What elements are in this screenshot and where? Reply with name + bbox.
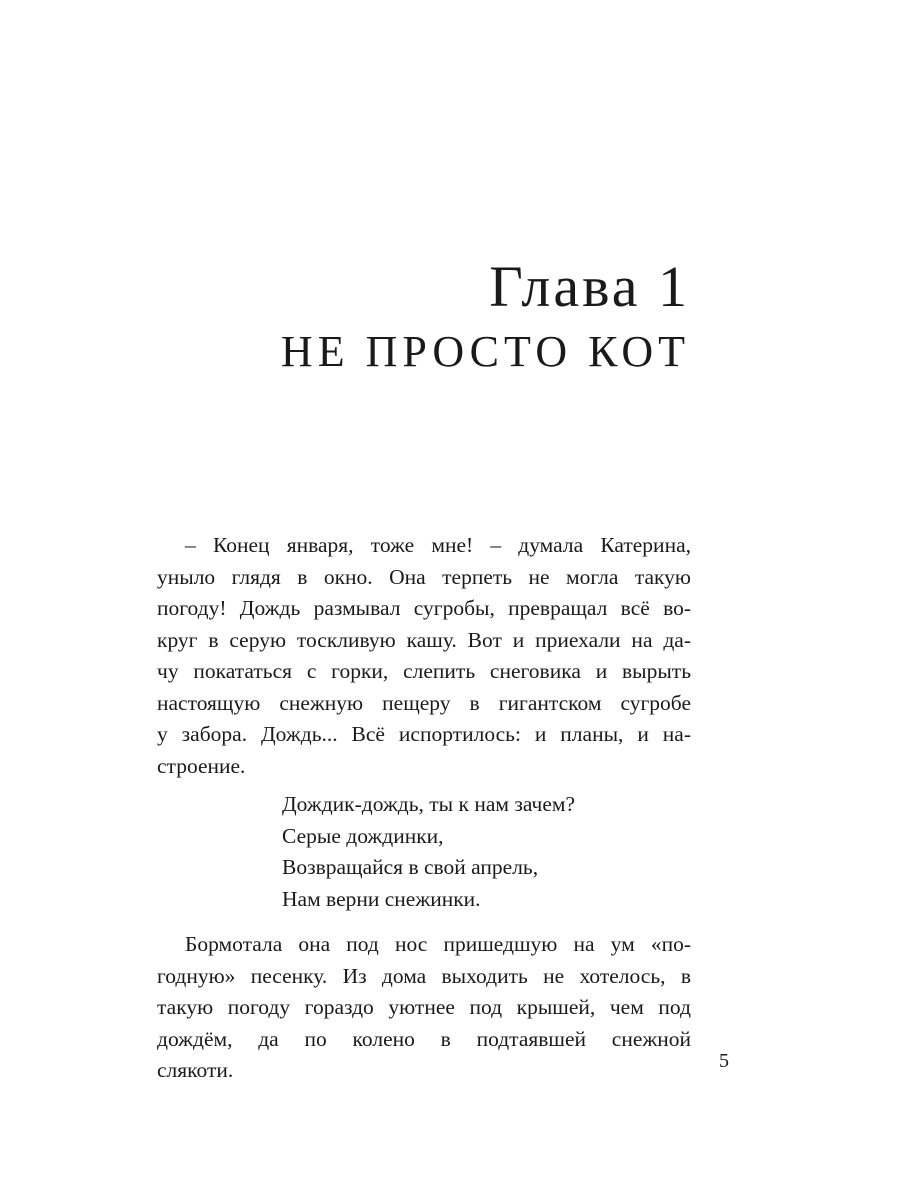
text-line: такую погоду гораздо уютнее под крышей, чем под <box>157 995 691 1019</box>
poem-stanza <box>282 789 575 915</box>
text-line: чу покататься с горки, слепить снеговика и вырыть <box>157 659 691 683</box>
text-line: погоду! Дождь размывал сугробы, превращал всё во- <box>157 596 691 620</box>
poem-line: Возвращайся в свой апрель, <box>282 855 539 879</box>
page-number: 5 <box>719 1050 729 1072</box>
text-line: годную» песенку. Из дома выходить не хотелось, в <box>157 963 691 988</box>
paragraph-opening <box>157 530 691 782</box>
text-line: Бормотала она под нос пришедшую на ум «по- <box>185 932 691 956</box>
poem-line: Серые дождинки, <box>282 823 444 848</box>
text-line: настоящую снежную пещеру в гигантском сугробе <box>157 690 691 715</box>
poem-line: Дождик-дождь, ты к нам зачем? <box>282 792 576 816</box>
text-line: слякоти. <box>157 1058 234 1082</box>
text-line: строение. <box>157 753 246 778</box>
paragraph-continuation <box>157 929 691 1087</box>
chapter-number-heading: Глава 1 <box>489 254 690 319</box>
poem-line: Нам верни снежинки. <box>282 886 481 911</box>
text-line: уныло глядя в окно. Она терпеть не могла такую <box>157 564 691 589</box>
text-line: у забора. Дождь... Всё испортилось: и планы, и на- <box>157 722 691 746</box>
chapter-title: НЕ ПРОСТО КОТ <box>280 327 690 376</box>
text-line: круг в серую тоскливую кашу. Вот и приехали на да- <box>157 627 691 652</box>
text-line: дождём, да по колено в подтаявшей снежной <box>157 1026 691 1051</box>
text-line: – Конец января, тоже мне! – думала Катерина, <box>185 533 691 557</box>
